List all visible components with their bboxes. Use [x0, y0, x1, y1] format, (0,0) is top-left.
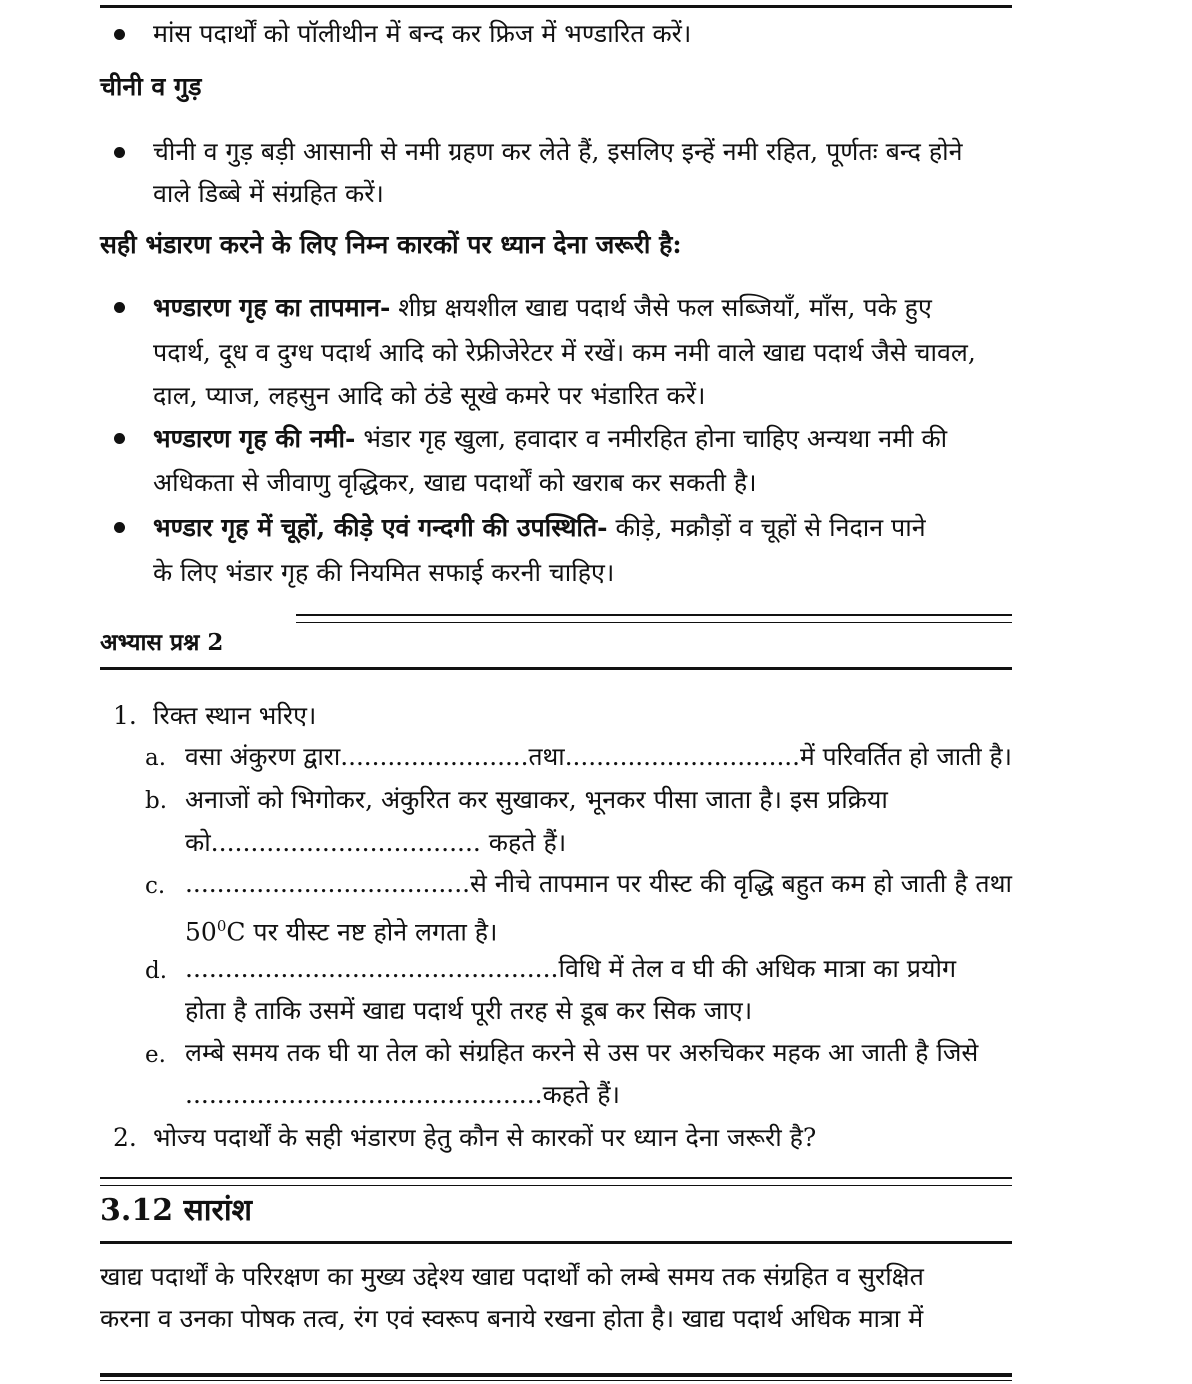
- bottom-rule: [100, 1373, 1012, 1377]
- top-bullet-text: मांस पदार्थों को पॉलीथीन में बन्द कर फ्रिज में भण्डारित करें।: [153, 19, 692, 48]
- item-c-line1: ....................................से नीचे तापमान पर यीस्ट की वृद्धि बहुत कम हो जाती है तथा: [185, 869, 1012, 898]
- temperature-value: 50: [185, 917, 217, 947]
- bullet-icon: [114, 147, 125, 158]
- bullet-icon: [114, 433, 125, 444]
- sugar-bullet-line1: चीनी व गुड़ बड़ी आसानी से नमी ग्रहण कर लेते हैं, इसलिए इन्हें नमी रहित, पूर्णतः बन्द होने: [153, 137, 963, 166]
- summary-line2: करना व उनका पोषक तत्व, रंग एवं स्वरूप बनाये रखना होता है। खाद्य पदार्थ अधिक मात्रा में: [100, 1304, 924, 1333]
- bullet-icon: [114, 522, 125, 533]
- item-c-line2: [185, 909, 498, 949]
- factor-2-title: भण्डारण गृह की नमी-: [153, 424, 356, 453]
- factor-1-text: शीघ्र क्षयशील खाद्य पदार्थ जैसे फल सब्जियाँ, माँस, पके हुए: [390, 293, 932, 322]
- summary-top-rule: [100, 1177, 1012, 1186]
- bullet-icon: [114, 29, 125, 40]
- factor-3-line2: के लिए भंडार गृह की नियमित सफाई करनी चाहिए।: [153, 558, 615, 587]
- bottom-rule-thin: [100, 1380, 1012, 1381]
- item-d-line1: ...............................................विधि में तेल व घी की अधिक मात्रा का प्रयोग: [185, 954, 957, 983]
- item-e-label: e.: [145, 1042, 166, 1068]
- item-e-line2: .............................................कहते हैं।: [185, 1080, 621, 1109]
- q1-text: रिक्त स्थान भरिए।: [153, 701, 317, 730]
- exercise-title: अभ्यास प्रश्न 2: [100, 629, 224, 656]
- exercise-top-rule: [296, 614, 1012, 623]
- factor-1-line2: पदार्थ, दूध व दुग्ध पदार्थ आदि को रेफ्रीजेरेटर में रखें। कम नमी वाले खाद्य पदार्थ जैसे चावल,: [153, 338, 976, 367]
- summary-heading: 3.12 सारांश: [100, 1193, 253, 1228]
- summary-line1: खाद्य पदार्थों के परिरक्षण का मुख्य उद्देश्य खाद्य पदार्थों को लम्बे समय तक संग्रहित व सुरक्षित: [100, 1262, 924, 1291]
- factor-2-line2: अधिकता से जीवाणु वृद्धिकर, खाद्य पदार्थों को खराब कर सकती है।: [153, 468, 757, 497]
- item-b-line2: को.................................. कहते हैं।: [185, 828, 567, 857]
- item-d-label: d.: [145, 958, 168, 984]
- sugar-heading: चीनी व गुड़: [100, 72, 202, 101]
- factor-1-line3: दाल, प्याज, लहसुन आदि को ठंडे सूखे कमरे पर भंडारित करें।: [153, 381, 706, 410]
- factor-1-line1: [153, 291, 932, 325]
- item-d-line2: होता है ताकि उसमें खाद्य पदार्थ पूरी तरह से डूब कर सिक जाए।: [185, 996, 753, 1025]
- factor-1-title: भण्डारण गृह का तापमान-: [153, 293, 391, 322]
- factor-3-text: कीड़े, मक्रौड़ों व चूहों से निदान पाने: [607, 513, 926, 542]
- factor-2-text: भंडार गृह खुला, हवादार व नमीरहित होना चाहिए अन्यथा नमी की: [355, 424, 948, 453]
- top-rule: [100, 5, 1012, 8]
- factor-3-line1: [153, 511, 926, 545]
- bullet-icon: [114, 302, 125, 313]
- exercise-title-rule: [100, 667, 1012, 670]
- item-b-line1: अनाजों को भिगोकर, अंकुरित कर सुखाकर, भूनकर पीसा जाता है। इस प्रक्रिया: [185, 785, 888, 814]
- storage-heading: सही भंडारण करने के लिए निम्न कारकों पर ध्यान देना जरूरी है:: [100, 230, 682, 259]
- item-e-line1: लम्बे समय तक घी या तेल को संग्रहित करने से उस पर अरुचिकर महक आ जाती है जिसे: [185, 1038, 979, 1067]
- sugar-bullet-line2: वाले डिब्बे में संग्रहित करें।: [153, 179, 384, 208]
- item-a-line1: वसा अंकुरण द्वारा........................तथा..............................में परिवर्तित हो जाती है।: [185, 742, 1012, 771]
- q1-number: 1.: [113, 701, 137, 730]
- summary-heading-rule: [100, 1241, 1012, 1244]
- item-b-label: b.: [145, 788, 168, 814]
- degree-superscript: 0: [216, 917, 227, 935]
- item-c-line2-text: C पर यीस्ट नष्ट होने लगता है।: [226, 917, 498, 947]
- q2-number: 2.: [113, 1123, 137, 1152]
- factor-3-title: भण्डार गृह में चूहों, कीड़े एवं गन्दगी की उपस्थिति-: [153, 513, 608, 542]
- item-a-label: a.: [145, 745, 167, 771]
- item-c-label: c.: [145, 873, 166, 899]
- q2-text: भोज्य पदार्थों के सही भंडारण हेतु कौन से कारकों पर ध्यान देना जरूरी है?: [153, 1123, 817, 1152]
- factor-2-line1: [153, 422, 947, 456]
